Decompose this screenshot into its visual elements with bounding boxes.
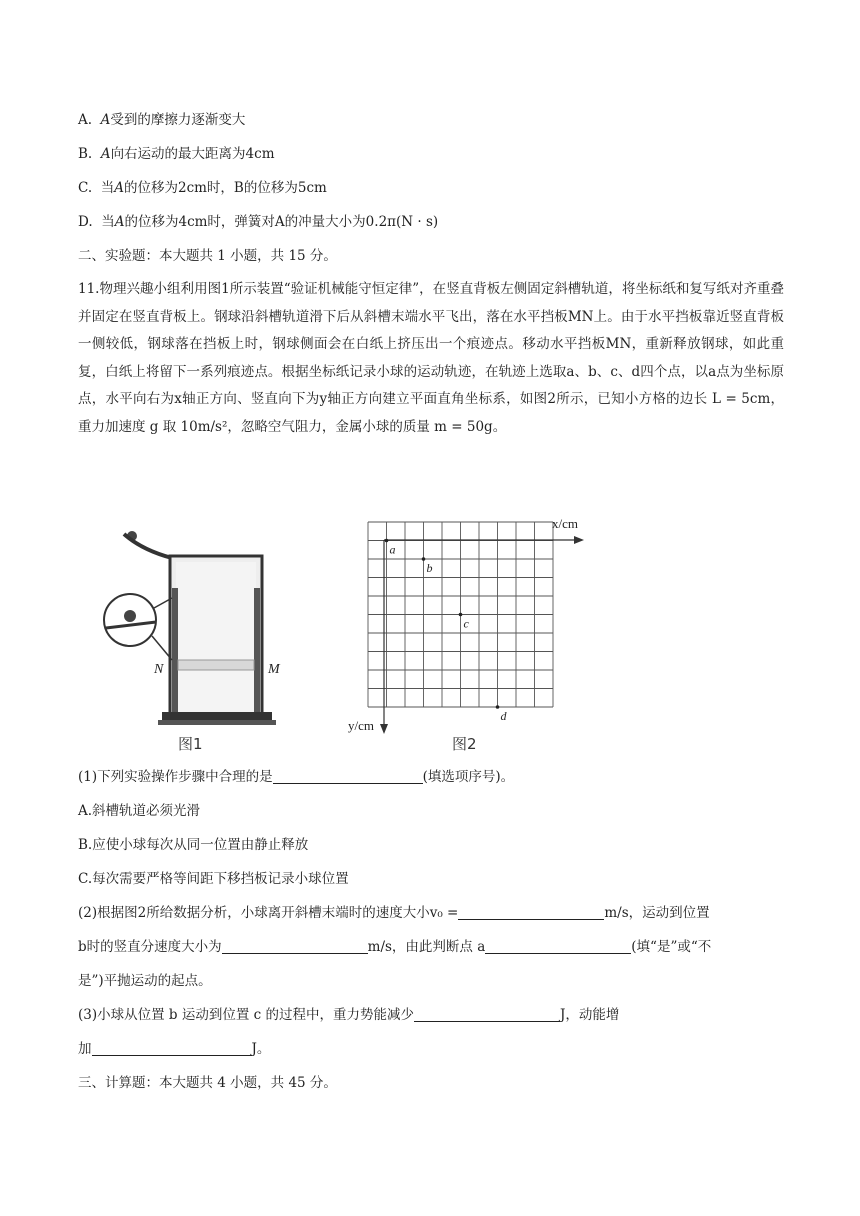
fig2-y-axis-label: y/cm (348, 718, 374, 733)
section-3-heading: 三、计算题：本大题共 4 小题，共 45 分。 (78, 1075, 337, 1091)
section-2-heading: 二、实验题：本大题共 1 小题，共 15 分。 (78, 248, 337, 264)
figure-2-caption: 图2 (452, 735, 477, 753)
trajectory-point-label-a: a (389, 542, 396, 557)
answer-blank-1[interactable] (273, 768, 423, 784)
sub-question-3-line2: 加 J。 (78, 1041, 271, 1057)
option-b: B. A向右运动的最大距离为4cm (78, 146, 275, 162)
answer-blank-origin[interactable] (485, 938, 631, 954)
fig1-label-n: N (154, 662, 164, 677)
fig2-x-axis-label: x/cm (552, 516, 578, 531)
trajectory-point-label-b: b (426, 561, 433, 575)
figure-2-grid (340, 508, 600, 738)
option-a: A. A受到的摩擦力逐渐变大 (78, 112, 246, 128)
fig1-label-m: M (268, 662, 280, 677)
trajectory-point-b (422, 557, 426, 561)
trajectory-point-label-d: d (500, 709, 507, 723)
answer-blank-potential[interactable] (414, 1006, 560, 1022)
sub-question-2-line2: b时的竖直分速度大小为 m/s，由此判断点 a (填“是”或“不 (78, 939, 712, 955)
question-11-intro: 11.物理兴趣小组利用图1所示装置“验证机械能守恒定律”，在竖直背板左侧固定斜槽轨道，将坐标纸和复写纸对齐重叠并固定在竖直背板上。钢球沿斜槽轨道滑下后从斜槽末端水平飞出，落在水平挡板MN上。由于水平挡板靠近竖直背板一侧较低，钢球落在挡板上时，钢球侧面会在白纸上挤压出一个痕迹点。移动水平挡板MN，重新释放钢球，如此重复，白纸上将留下一系列痕迹点。根据坐标纸记录小球的运动轨迹，在轨迹上选取a、b、c、d四个点，以a点为坐标原点，水平向右为x轴正方向、竖直向下为y轴正方向建立平面直角坐标系，如图2所示，已知小方格的边长 L = 5cm，重力加速度 g 取 10m/s²，忽略空气阻力，金属小球的质量 m = 50g。 (78, 281, 784, 435)
figure-1-caption: 图1 (178, 735, 203, 753)
sub1-option-c: C.每次需要严格等间距下移挡板记录小球位置 (78, 871, 349, 887)
trajectory-point-c (459, 613, 463, 617)
trajectory-point-a (385, 539, 389, 543)
option-c: C. 当A的位移为2cm时，B的位移为5cm (78, 180, 327, 196)
figure-1-apparatus (102, 528, 282, 728)
answer-blank-v0[interactable] (458, 904, 604, 920)
sub1-option-b: B.应使小球每次从同一位置由静止释放 (78, 837, 309, 853)
trajectory-point-d (496, 705, 500, 709)
sub-question-2-line3: 是”)平抛运动的起点。 (78, 973, 212, 989)
answer-blank-kinetic[interactable] (92, 1040, 252, 1056)
answer-blank-vy[interactable] (222, 938, 368, 954)
sub-question-2-line1: (2)根据图2所给数据分析，小球离开斜槽末端时的速度大小v₀ = m/s，运动到位置 (78, 905, 710, 921)
trajectory-point-label-c: c (463, 616, 469, 631)
sub-question-3-line1: (3)小球从位置 b 运动到位置 c 的过程中，重力势能减少 J，动能增 (78, 1007, 620, 1023)
option-d: D. 当A的位移为4cm时，弹簧对A的冲量大小为0.2π(N · s) (78, 214, 439, 230)
sub-question-1: (1)下列实验操作步骤中合理的是 (填选项序号)。 (78, 769, 515, 785)
sub1-option-a: A.斜槽轨道必须光滑 (78, 803, 201, 819)
